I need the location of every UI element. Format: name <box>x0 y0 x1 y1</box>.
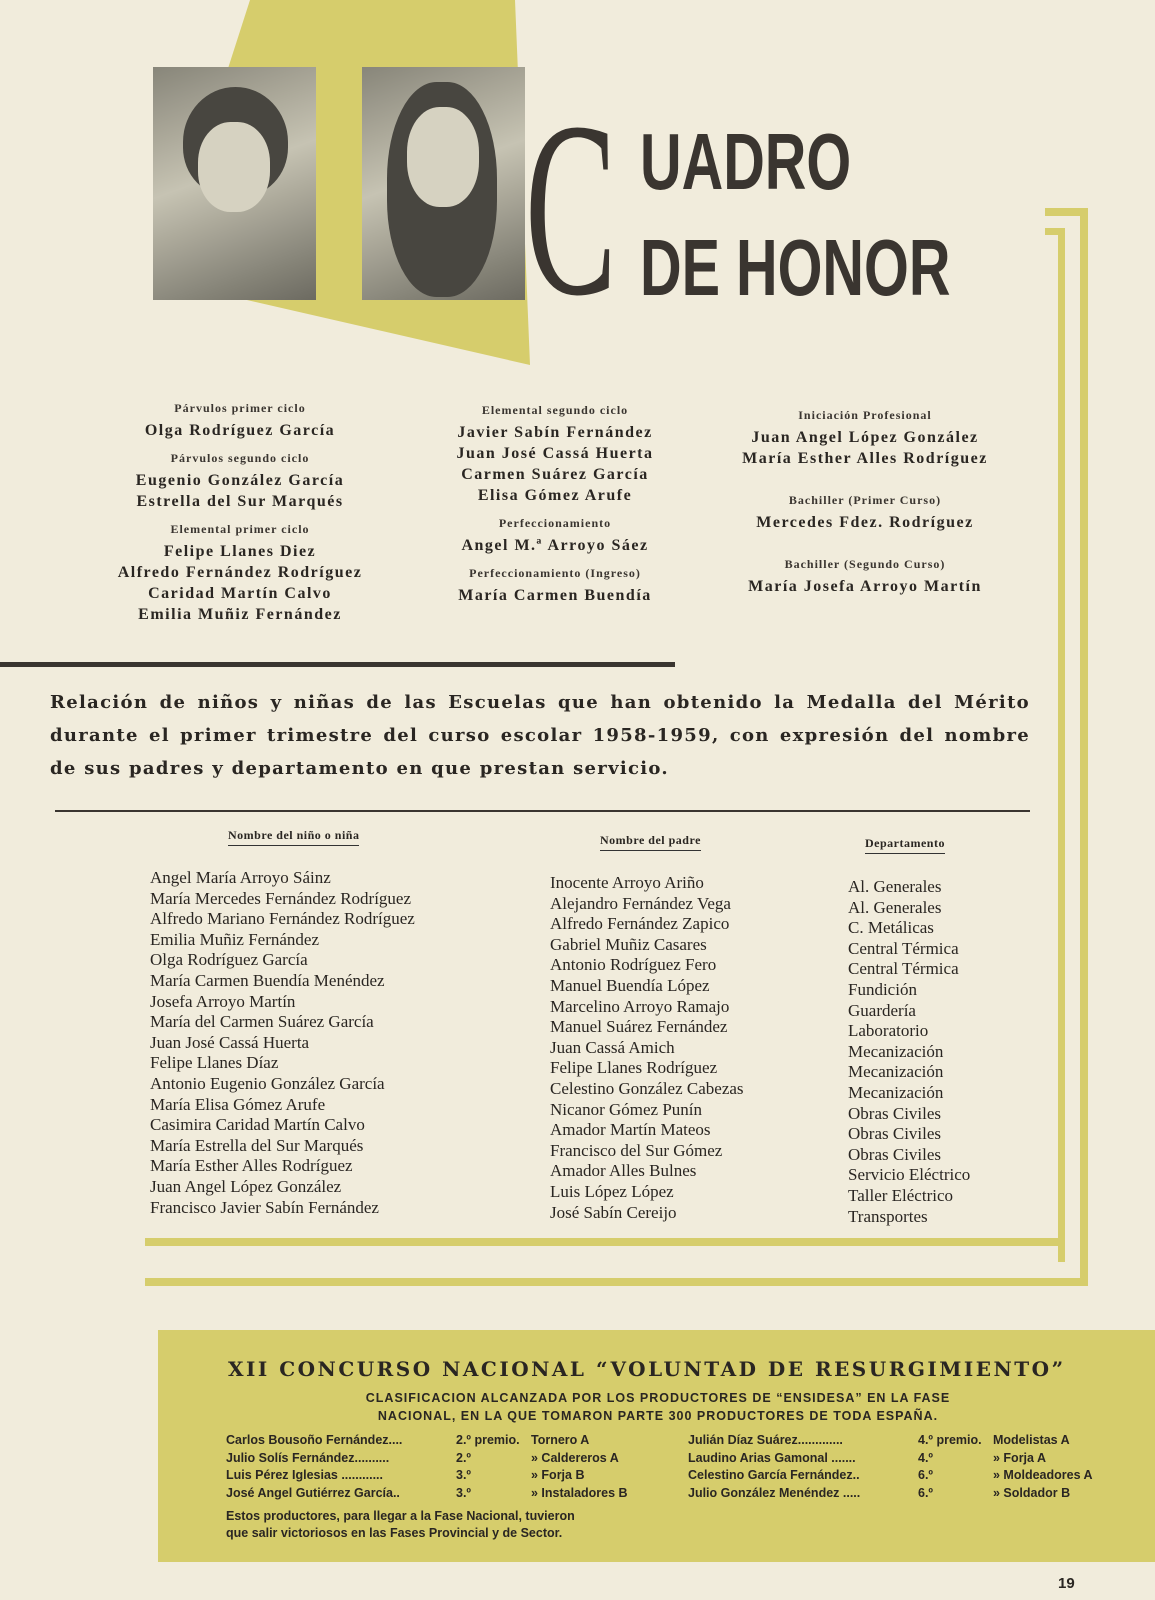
honor-student-name: Eugenio González García <box>135 472 345 489</box>
frame-line-inner <box>1058 228 1065 1262</box>
prize-place: 2.º premio. <box>456 1433 520 1447</box>
honor-column-3 <box>700 402 1030 615</box>
fathers-list <box>550 873 744 1223</box>
father-entry: Manuel Suárez Fernández <box>550 1017 728 1037</box>
frame-line-top-inner <box>1045 228 1065 235</box>
contest-subtitle-2: NACIONAL, EN LA QUE TOMARON PARTE 300 PRODUCTORES DE TODA ESPAÑA. <box>377 1409 939 1423</box>
frame-line-bottom-outer <box>145 1278 1088 1286</box>
prize-place: 3.º <box>456 1485 471 1500</box>
childre-entry: Juan Angel López González <box>150 1176 342 1196</box>
prize-category: » Forja B <box>531 1468 585 1482</box>
prize-row <box>226 1450 628 1468</box>
honor-student-name: María Esther Alles Rodríguez <box>742 450 988 467</box>
prize-row <box>226 1485 628 1503</box>
honor-student-name: Juan Angel López González <box>751 429 979 446</box>
frame-line-bottom-inner <box>145 1238 1065 1246</box>
father-entry: Manuel Buendía López <box>550 975 710 995</box>
contest-note-2: que salir victoriosos en las Fases Provincial y de Sector. <box>226 1526 563 1540</box>
title-line2: DE HONOR <box>640 223 951 312</box>
department-entry: Laboratorio <box>848 1021 929 1041</box>
contest-subtitle-1: CLASIFICACION ALCANZADA POR LOS PRODUCTORES DE “ENSIDESA” EN LA FASE <box>365 1391 951 1405</box>
prize-winner-name: Laudino Arias Gamonal ....... <box>688 1450 856 1465</box>
prize-row <box>688 1432 1093 1450</box>
title-line1: UADRO <box>640 117 852 206</box>
prize-category: Tornero A <box>531 1433 590 1447</box>
prize-winner-name: Celestino García Fernández.. <box>688 1468 860 1482</box>
department-entry: Servicio Eléctrico <box>848 1165 971 1185</box>
department-entry: Guardería <box>848 1000 916 1020</box>
prize-place: 4.º premio. <box>918 1433 982 1447</box>
prize-row <box>688 1467 1093 1485</box>
prize-place: 4.º <box>918 1450 933 1465</box>
honor-category-label: Elemental segundo ciclo <box>481 403 629 417</box>
prize-category: Modelistas A <box>993 1433 1070 1447</box>
honor-student-name: María Josefa Arroyo Martín <box>748 578 982 595</box>
childre-entry: María Estrella del Sur Marqués <box>150 1135 364 1155</box>
father-entry: Marcelino Arroyo Ramajo <box>550 996 730 1016</box>
father-entry: Luis López López <box>550 1181 674 1201</box>
department-entry: Taller Eléctrico <box>848 1185 953 1205</box>
department-entry: C. Metálicas <box>848 918 934 938</box>
honor-student-name: Emilia Muñiz Fernández <box>138 606 342 623</box>
childre-entry: Angel María Arroyo Sáinz <box>150 868 331 887</box>
honor-student-name: Olga Rodríguez García <box>144 422 336 439</box>
intro-paragraph: Relación de niños y niñas de las Escuelas que han obtenido la Medalla del Mérito durante el primer trimestre del curso escolar 1958-1959, con expresión del nombre de sus padres y departamento en que prestan servicio. <box>50 692 1030 779</box>
honor-student-name: Caridad Martín Calvo <box>148 585 332 602</box>
department-entry: Mecanización <box>848 1082 944 1102</box>
childre-entry: Alfredo Mariano Fernández Rodríguez <box>150 909 415 929</box>
father-entry: Amador Martín Mateos <box>550 1120 711 1140</box>
father-entry: Nicanor Gómez Punín <box>550 1099 703 1119</box>
father-entry: Inocente Arroyo Ariño <box>550 873 704 892</box>
honor-column-2 <box>410 397 700 610</box>
father-entry: Gabriel Muñiz Casares <box>550 934 707 954</box>
departments-list <box>848 877 970 1227</box>
prize-place: 3.º <box>456 1468 471 1482</box>
contest-box <box>158 1330 1155 1562</box>
prize-category: » Soldador B <box>993 1485 1071 1500</box>
prize-winner-name: Carlos Bousoño Fernández.... <box>226 1433 403 1447</box>
father-entry: Juan Cassá Amich <box>550 1037 675 1057</box>
page-number: 19 <box>1058 1575 1075 1592</box>
prize-row <box>688 1485 1093 1503</box>
prize-list-right <box>688 1432 1093 1502</box>
title-initial: C <box>525 71 617 348</box>
honor-student-name: Mercedes Fdez. Rodríguez <box>756 514 974 531</box>
father-entry: Alfredo Fernández Zapico <box>550 914 730 934</box>
father-entry: José Sabín Cereijo <box>550 1202 677 1222</box>
department-entry: Mecanización <box>848 1041 944 1061</box>
prize-category: » Caldereros A <box>531 1450 619 1465</box>
father-entry: Felipe Llanes Rodríguez <box>550 1058 718 1078</box>
childre-entry: Francisco Javier Sabín Fernández <box>150 1197 379 1217</box>
department-entry: Central Térmica <box>848 959 959 979</box>
department-entry: Obras Civiles <box>848 1144 942 1164</box>
prize-winner-name: Julio Solís Fernández.......... <box>226 1450 390 1465</box>
header-father-name: Nombre del padre <box>600 833 701 851</box>
prize-category: » Moldeadores A <box>993 1468 1093 1482</box>
department-entry: Al. Generales <box>848 897 942 917</box>
father-entry: Francisco del Sur Gómez <box>550 1140 723 1160</box>
honor-column-1 <box>95 395 385 629</box>
divider-thin <box>55 810 1030 812</box>
honor-student-name: Elisa Gómez Arufe <box>477 487 633 504</box>
prize-winner-name: José Angel Gutiérrez García.. <box>226 1485 400 1500</box>
header-child-name: Nombre del niño o niña <box>228 828 359 846</box>
prize-place: 2.º <box>456 1450 471 1465</box>
childre-entry: Casimira Caridad Martín Calvo <box>150 1115 365 1135</box>
honor-student-name: Carmen Suárez García <box>461 466 649 483</box>
department-entry: Mecanización <box>848 1062 944 1082</box>
honor-student-name: Javier Sabín Fernández <box>457 424 653 441</box>
honor-student-name: Angel M.ª Arroyo Sáez <box>461 537 649 554</box>
prize-winner-name: Julio González Menéndez ..... <box>688 1485 861 1500</box>
childre-entry: María Mercedes Fernández Rodríguez <box>150 888 412 908</box>
prize-place: 6.º <box>918 1485 933 1500</box>
honor-category-label: Perfeccionamiento (Ingreso) <box>469 566 641 580</box>
prize-row <box>688 1450 1093 1468</box>
department-entry: Al. Generales <box>848 877 942 896</box>
frame-line-top <box>1045 208 1088 216</box>
honor-student-name: Alfredo Fernández Rodríguez <box>117 564 363 581</box>
childre-entry: Felipe Llanes Díaz <box>150 1053 279 1073</box>
honor-student-name: Felipe Llanes Diez <box>163 543 317 560</box>
honor-category-label: Bachiller (Segundo Curso) <box>784 557 946 571</box>
divider-thick <box>0 662 675 667</box>
children-list <box>150 868 415 1218</box>
honor-student-name: Estrella del Sur Marqués <box>136 493 344 510</box>
prize-winner-name: Luis Pérez Iglesias ............ <box>226 1468 384 1482</box>
childre-entry: Josefa Arroyo Martín <box>150 991 296 1011</box>
childre-entry: Emilia Muñiz Fernández <box>150 929 320 949</box>
childre-entry: María del Carmen Suárez García <box>150 1012 374 1032</box>
father-entry: Alejandro Fernández Vega <box>550 893 731 913</box>
department-entry: Obras Civiles <box>848 1124 942 1144</box>
honor-category-label: Párvulos segundo ciclo <box>170 451 310 465</box>
prize-winner-name: Julián Díaz Suárez............. <box>688 1433 843 1447</box>
department-entry: Obras Civiles <box>848 1103 942 1123</box>
department-entry: Fundición <box>848 979 917 999</box>
childre-entry: María Carmen Buendía Menéndez <box>150 970 385 990</box>
prize-row <box>226 1432 628 1450</box>
header-department: Departamento <box>865 836 945 854</box>
prize-row <box>226 1467 628 1485</box>
honor-category-label: Bachiller (Primer Curso) <box>788 493 942 507</box>
contest-title: XII CONCURSO NACIONAL “VOLUNTAD DE RESURGIMIENTO” <box>228 1357 1066 1381</box>
honor-student-name: María Carmen Buendía <box>458 587 652 604</box>
childre-entry: Juan José Cassá Huerta <box>150 1032 310 1052</box>
childre-entry: María Esther Alles Rodríguez <box>150 1156 353 1176</box>
father-entry: Celestino González Cabezas <box>550 1078 744 1098</box>
honor-category-label: Párvulos primer ciclo <box>174 401 306 415</box>
department-entry: Central Térmica <box>848 938 959 958</box>
frame-line-outer <box>1080 208 1088 1286</box>
father-entry: Amador Alles Bulnes <box>550 1161 697 1181</box>
childre-entry: Olga Rodríguez García <box>150 950 308 970</box>
photo-girl-short-hair <box>153 67 316 300</box>
prize-place: 6.º <box>918 1468 933 1482</box>
childre-entry: María Elisa Gómez Arufe <box>150 1094 326 1114</box>
childre-entry: Antonio Eugenio González García <box>150 1073 385 1093</box>
honor-category-label: Iniciación Profesional <box>798 408 932 422</box>
honor-category-label: Perfeccionamiento <box>498 516 612 530</box>
father-entry: Antonio Rodríguez Fero <box>550 955 717 975</box>
contest-note-1: Estos productores, para llegar a la Fase Nacional, tuvieron <box>226 1509 575 1523</box>
department-entry: Transportes <box>848 1206 928 1226</box>
honor-category-label: Elemental primer ciclo <box>170 522 310 536</box>
prize-category: » Instaladores B <box>531 1485 628 1500</box>
photo-girl-braids <box>362 67 525 300</box>
honor-student-name: Juan José Cassá Huerta <box>456 445 654 462</box>
prize-list-left <box>226 1432 628 1502</box>
prize-category: » Forja A <box>993 1450 1047 1465</box>
